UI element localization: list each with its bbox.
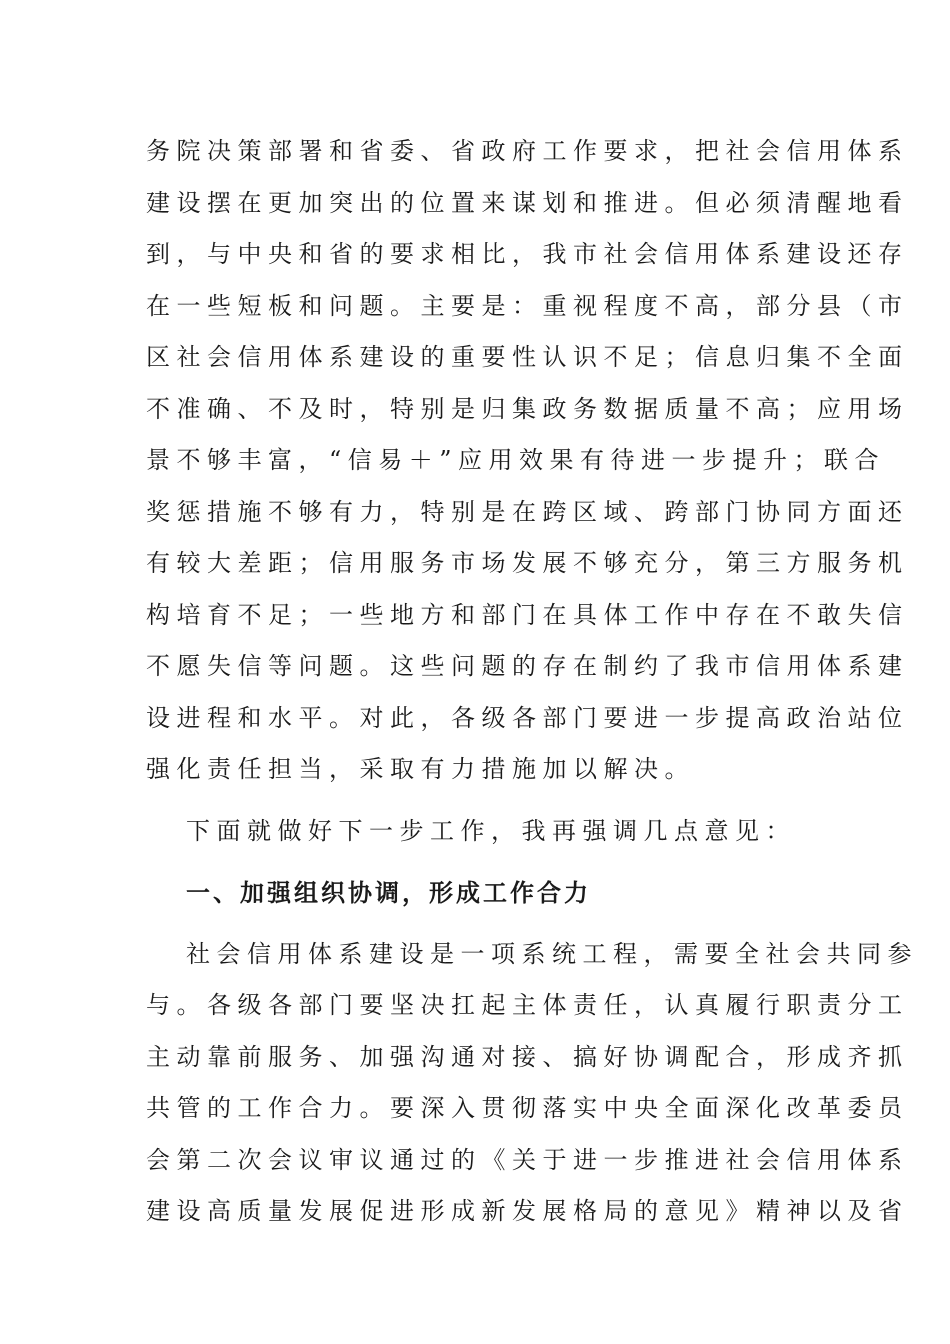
text-line: 与。各级各部门要坚决扛起主体责任，认真履行职责分工 bbox=[146, 991, 909, 1019]
text-line: 社会信用体系建设是一项系统工程，需要全社会共同参 bbox=[186, 939, 918, 968]
paragraph-intro: 下面就做好下一步工作，我再强调几点意见： bbox=[186, 816, 796, 845]
text-line: 在一些短板和问题。主要是：重视程度不高，部分县（市 bbox=[146, 291, 909, 320]
text-line: 奖惩措施不够有力，特别是在跨区域、跨部门协同方面还 bbox=[146, 497, 909, 526]
text-line: 有较大差距；信用服务市场发展不够充分，第三方服务机 bbox=[146, 549, 909, 577]
text-line: 务院决策部署和省委、省政府工作要求，把社会信用体系 bbox=[146, 137, 909, 165]
text-line: 建设摆在更加突出的位置来谋划和推进。但必须清醒地看 bbox=[146, 188, 909, 217]
text-line: 设进程和水平。对此，各级各部门要进一步提高政治站位 bbox=[146, 703, 909, 732]
text-line: 到，与中央和省的要求相比，我市社会信用体系建设还存 bbox=[146, 240, 909, 268]
text-line: 区社会信用体系建设的重要性认识不足；信息归集不全面 bbox=[146, 343, 909, 371]
text-line: 建设高质量发展促进形成新发展格局的意见》精神以及省 bbox=[146, 1197, 909, 1225]
text-line: 不愿失信等问题。这些问题的存在制约了我市信用体系建 bbox=[146, 652, 909, 680]
document-body bbox=[146, 126, 918, 1238]
section-heading: 一、加强组织协调，形成工作合力 bbox=[186, 878, 591, 907]
text-line: 强化责任担当，采取有力措施加以解决。 bbox=[146, 755, 695, 783]
paragraph-coordination bbox=[146, 929, 918, 1238]
text-line: 景不够丰富，“信易＋”应用效果有待进一步提升；联合 bbox=[146, 446, 886, 474]
text-line: 不准确、不及时，特别是归集政务数据质量不高；应用场 bbox=[146, 394, 909, 423]
paragraph-problems bbox=[146, 126, 909, 796]
text-line: 构培育不足；一些地方和部门在具体工作中存在不敢失信 bbox=[146, 600, 909, 629]
text-line: 共管的工作合力。要深入贯彻落实中央全面深化改革委员 bbox=[146, 1094, 909, 1122]
text-line: 主动靠前服务、加强沟通对接、搞好协调配合，形成齐抓 bbox=[146, 1042, 909, 1071]
text-line: 会第二次会议审议通过的《关于进一步推进社会信用体系 bbox=[146, 1145, 909, 1174]
